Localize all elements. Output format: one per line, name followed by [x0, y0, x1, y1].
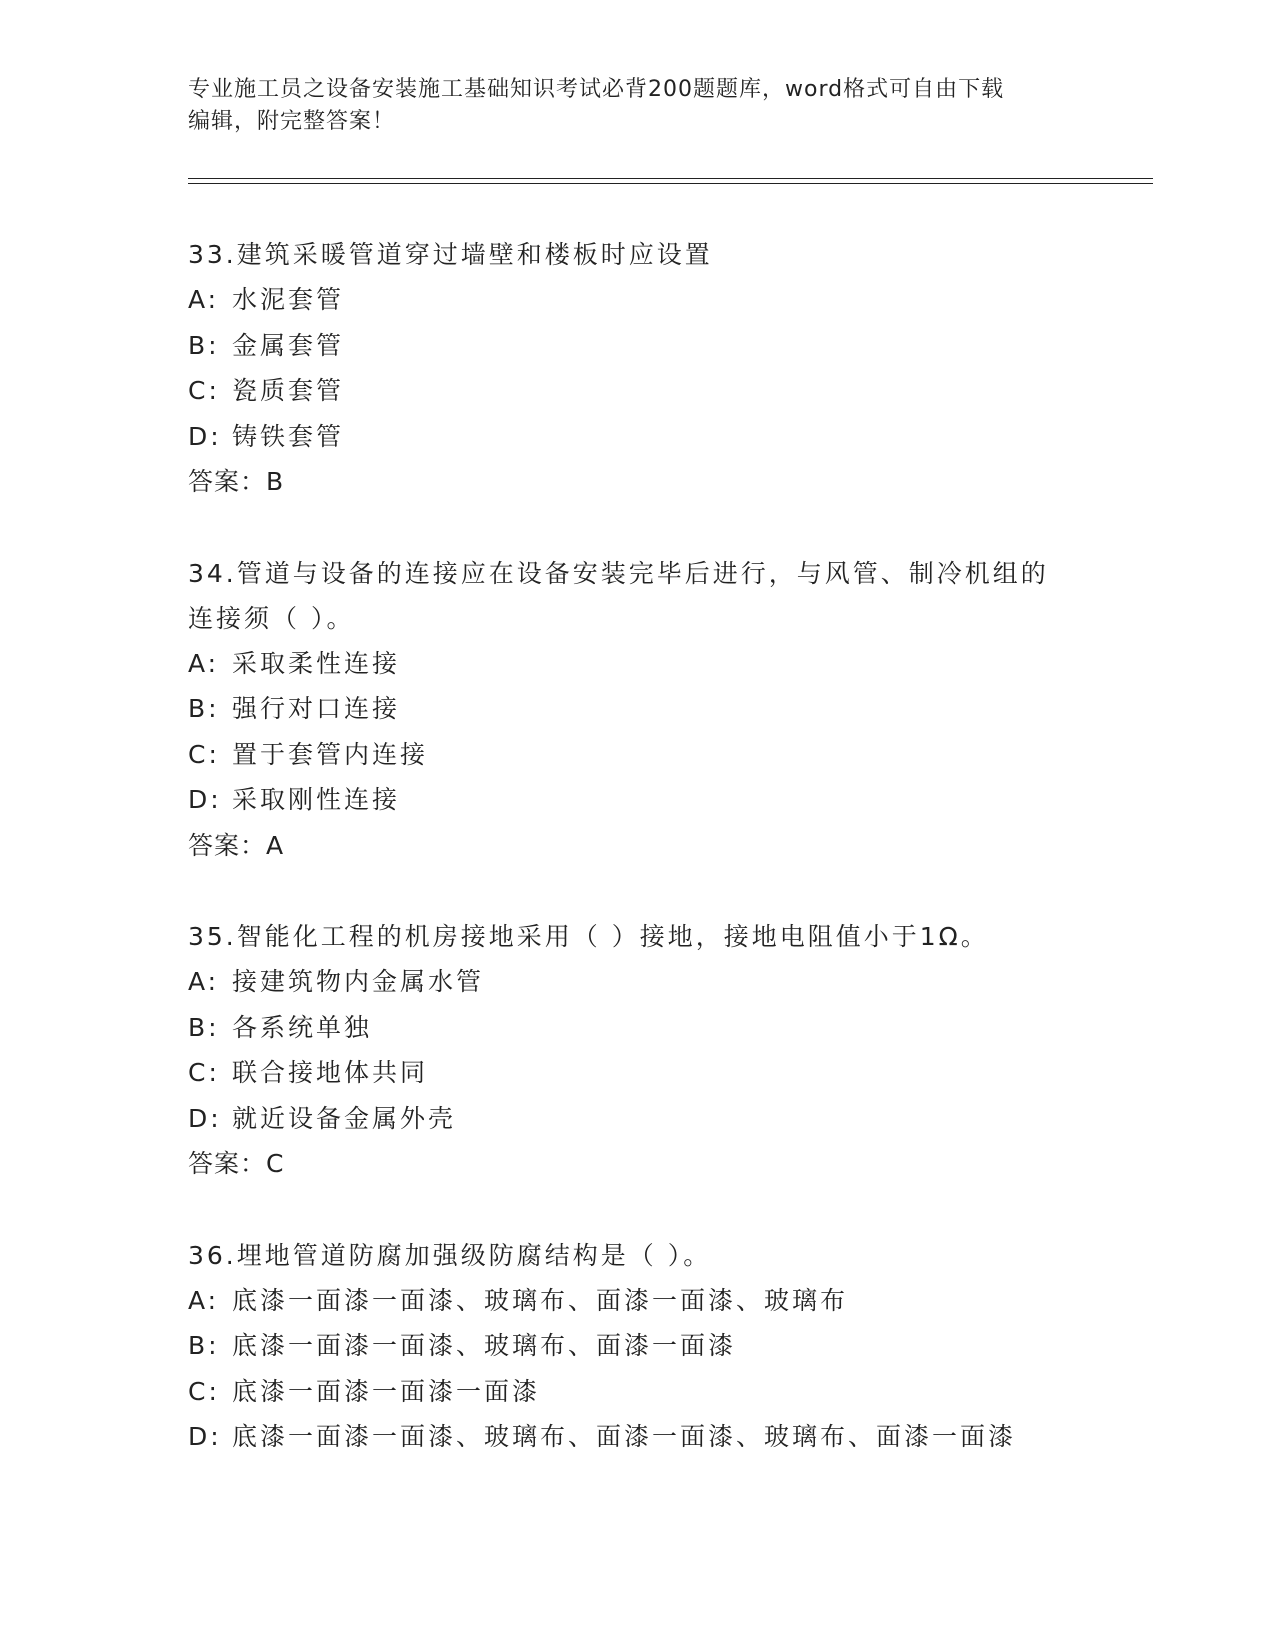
- option-a: [188, 959, 1088, 1005]
- question-text-line: 管道与设备的连接应在设备安装完毕后进行，与风管、制冷机组的: [236, 558, 1049, 588]
- option-a: [188, 641, 1088, 687]
- option-b: [188, 1323, 1088, 1369]
- question-text-line: 建筑采暖管道穿过墙壁和楼板时应设置: [236, 240, 713, 269]
- option-text: 采取刚性连接: [232, 785, 401, 814]
- option-c: [188, 1369, 1088, 1415]
- option-b: [188, 1005, 1088, 1051]
- option-c: [188, 1050, 1088, 1096]
- option-b: [188, 323, 1088, 369]
- option-text: 水泥套管: [232, 285, 345, 314]
- option-text: 底漆一面漆一面漆、玻璃布、面漆一面漆: [232, 1331, 737, 1360]
- option-key: D:: [188, 785, 222, 814]
- question-text-line: 智能化工程的机房接地采用（ ）接地，接地电阻值小于1Ω。: [236, 922, 989, 951]
- question-text: [188, 1233, 1088, 1278]
- question-text: [188, 232, 1088, 277]
- option-text: 采取柔性连接: [232, 648, 401, 678]
- option-key: D:: [188, 421, 222, 451]
- question-number: 36.: [188, 1240, 237, 1270]
- question-35: [188, 914, 1088, 1187]
- header-divider-bottom: [188, 183, 1153, 184]
- option-text: 底漆一面漆一面漆一面漆: [232, 1376, 541, 1406]
- header-line-2: 编辑，附完整答案！: [188, 109, 396, 134]
- option-key: B:: [188, 1012, 220, 1042]
- document-header: [188, 74, 1088, 138]
- question-number: 35.: [188, 922, 237, 951]
- option-text: 金属套管: [232, 330, 345, 360]
- option-d: [188, 414, 1088, 460]
- option-a: [188, 277, 1088, 323]
- option-d: [188, 1096, 1088, 1142]
- option-c: [188, 368, 1088, 414]
- option-c: [188, 732, 1088, 778]
- option-text: 置于套管内连接: [232, 739, 429, 769]
- header-line-1: 专业施工员之设备安装施工基础知识考试必背200题题库，word格式可自由下载: [188, 77, 1005, 102]
- option-text: 联合接地体共同: [232, 1058, 429, 1087]
- option-text: 底漆一面漆一面漆、玻璃布、面漆一面漆、玻璃布、面漆一面漆: [232, 1422, 1017, 1451]
- answer-line: 答案：C: [188, 1149, 285, 1178]
- question-text-line: 连接须（ ）。: [188, 603, 355, 633]
- option-a: [188, 1278, 1088, 1324]
- answer-line: 答案：A: [188, 830, 285, 860]
- option-key: C:: [188, 376, 220, 405]
- question-34: [188, 551, 1088, 869]
- option-text: 底漆一面漆一面漆、玻璃布、面漆一面漆、玻璃布: [232, 1285, 849, 1315]
- option-text: 接建筑物内金属水管: [232, 967, 485, 996]
- option-key: C:: [188, 1058, 220, 1087]
- option-key: B:: [188, 330, 220, 360]
- option-key: A:: [188, 285, 220, 314]
- question-text-line: 埋地管道防腐加强级防腐结构是（ ）。: [236, 1240, 712, 1270]
- question-list: [188, 232, 1088, 1506]
- option-key: C:: [188, 739, 220, 769]
- question-33: [188, 232, 1088, 505]
- answer-line: 答案：B: [188, 467, 285, 496]
- option-text: 强行对口连接: [232, 694, 401, 723]
- option-key: A:: [188, 648, 220, 678]
- header-divider-top: [188, 178, 1153, 179]
- option-key: B:: [188, 694, 220, 723]
- question-number: 33.: [188, 240, 237, 269]
- question-text: [188, 551, 1088, 641]
- question-number: 34.: [188, 558, 237, 588]
- option-d: [188, 777, 1088, 823]
- option-text: 就近设备金属外壳: [232, 1103, 457, 1133]
- option-text: 瓷质套管: [232, 376, 345, 405]
- option-key: A:: [188, 967, 220, 996]
- option-d: [188, 1414, 1088, 1460]
- question-text: [188, 914, 1088, 959]
- option-b: [188, 686, 1088, 732]
- question-36: [188, 1233, 1088, 1460]
- option-text: 铸铁套管: [232, 421, 345, 451]
- option-key: C:: [188, 1376, 220, 1406]
- option-key: D:: [188, 1422, 222, 1451]
- option-key: B:: [188, 1331, 220, 1360]
- option-text: 各系统单独: [232, 1012, 373, 1042]
- option-key: A:: [188, 1285, 220, 1315]
- option-key: D:: [188, 1103, 222, 1133]
